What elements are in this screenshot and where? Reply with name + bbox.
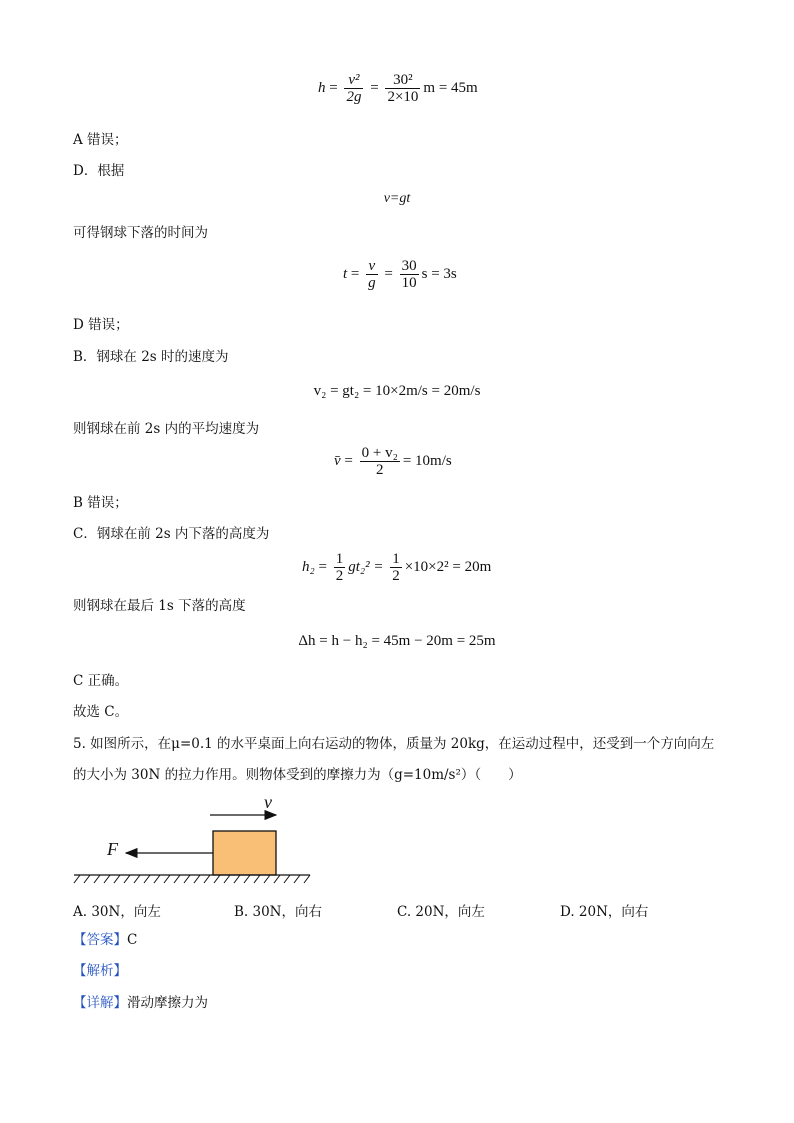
text-d-wrong: D 错误； (73, 317, 129, 333)
fraction: $\frac{\text{v²}}{2g}$ (346, 72, 362, 105)
fraction: $\frac{v}{g}$ (368, 258, 376, 291)
text-choose: 故选 C。 (73, 704, 129, 720)
detail-tag: 【详解】 (73, 995, 127, 1011)
text-d-basis: D．根据 (73, 163, 125, 179)
answer-tag: 【答案】 (73, 932, 127, 948)
text-b-wrong: B 错误； (73, 495, 128, 511)
option-a: A. 30N，向左 (73, 904, 161, 920)
fraction: $\frac{30}{10}$ (401, 258, 417, 291)
fraction: $\frac{\text{30²}}{2\times 10}$ (387, 72, 419, 105)
eq-rhs: m = 45m (423, 79, 478, 96)
eq-lhs: v̄ (334, 452, 341, 469)
answer-value: C (127, 932, 138, 948)
text-d-time: 可得钢球下落的时间为 (73, 225, 208, 241)
eq-lhs: h (318, 79, 326, 96)
eq-rhs: ×10×2² = 20m (404, 558, 492, 575)
text-c-height: C．钢球在前 2s 内下落的高度为 (73, 526, 270, 542)
eq-lhs: h₂ (302, 558, 315, 575)
eq-rhs: = 10m/s (402, 452, 452, 469)
text-c-last: 则钢球在最后 1s 下落的高度 (73, 598, 246, 614)
analysis-line (73, 962, 127, 980)
text-a-wrong: A 错误； (73, 132, 128, 148)
option-d: D. 20N，向右 (560, 904, 649, 920)
detail-text: 滑动摩擦力为 (127, 995, 208, 1011)
equation-average-velocity: v̄ = $\frac{\text{0 + v₂}}{2}$ = 10m/s (334, 445, 452, 478)
equation-v2: v₂ = gt₂ = 10×2m/s = 20m/s (313, 383, 481, 399)
ground-hatching (74, 875, 310, 883)
velocity-label: v (264, 792, 272, 812)
equation-v-gt: v=gt (383, 191, 411, 206)
eq-lhs: t (343, 265, 348, 282)
text-b-speed: B．钢球在 2s 时的速度为 (73, 349, 229, 365)
block (213, 831, 276, 875)
analysis-tag: 【解析】 (73, 963, 127, 979)
text-b-avg: 则钢球在前 2s 内的平均速度为 (73, 421, 260, 437)
text-c-correct: C 正确。 (73, 673, 129, 689)
option-c: C. 20N，向左 (397, 904, 485, 920)
equation-delta-h: Δh = h − h₂ = 45m − 20m = 25m (298, 633, 496, 649)
answer-line (73, 931, 137, 949)
eq-rhs: s = 3s (421, 265, 457, 282)
fraction: $\frac{\text{0 + v₂}}{2}$ (361, 445, 398, 478)
force-label: F (107, 839, 118, 859)
equation-height: h = $\frac{\text{v²}}{2g}$ = $\frac{\text{30²}}{2\times 10}$ m = 45m (318, 72, 478, 105)
eq-mid: gt₂² = (348, 558, 384, 575)
question-5-line1: 5. 如图所示，在μ=0.1 的水平桌面上向右运动的物体，质量为 20kg，在运动过程中，还受到一个方向向左 (73, 736, 715, 752)
fraction: $\frac{1}{2}$ (335, 551, 344, 584)
equation-h2: h₂ = $\frac{1}{2}$ gt₂² = $\frac{1}{2}$ ×10×2² = 20m (302, 551, 492, 584)
figure-block-on-surface (70, 790, 330, 890)
equation-time: t = $\frac{v}{g}$ = $\frac{30}{10}$ s = 3s (343, 258, 457, 291)
option-b: B. 30N，向右 (234, 904, 322, 920)
question-5-line2: 的大小为 30N 的拉力作用。则物体受到的摩擦力为（g=10m/s²）（ ） (73, 767, 522, 783)
detail-line (73, 994, 208, 1012)
fraction: $\frac{1}{2}$ (392, 551, 400, 584)
